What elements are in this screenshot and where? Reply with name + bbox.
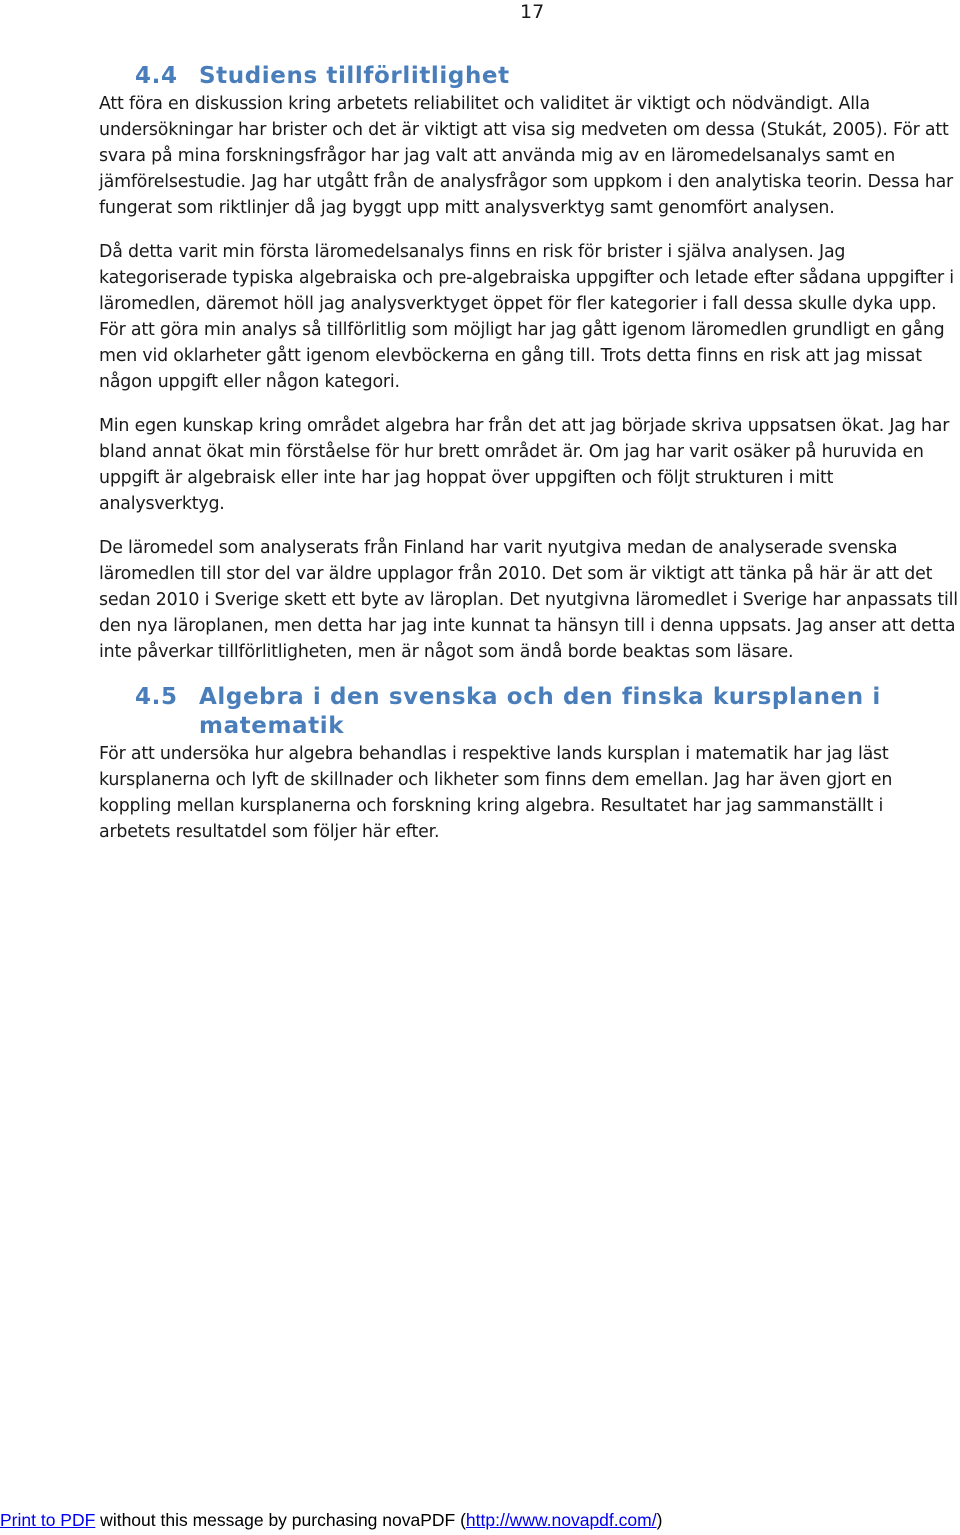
footer-end: ) [656,1510,663,1530]
page-number: 17 [520,1,545,23]
footer-text: without this message by purchasing novaPDF ( [95,1510,466,1530]
section-heading [99,683,959,741]
paragraph: Min egen kunskap kring området algebra har från det att jag började skriva uppsatsen ökat. Jag har bland annat ökat min förståelse för hur brett området är. Om jag har varit osäker på huruvida en uppgift är algebraisk eller inte har jag hoppat över uppgiften och följt strukturen i mitt analysverktyg. [99,416,950,514]
paragraph: Då detta varit min första läromedelsanalys finns en risk för brister i själva analysen. Jag kategoriserade typiska algebraiska och pre-algebraiska uppgifter och letade efter sådana uppgifter i läromedlen, däremot höll jag analysverktyget öppet för fler kategorier i fall dessa skulle dyka upp. För att göra min analys så tillförlitlig som möjligt har jag gått igenom läromedlen grundligt en gång men vid oklarheter gått igenom elevböckerna en gång till. Trots detta finns en risk att jag missat någon uppgift eller någon kategori. [99,242,954,392]
novapdf-url-link[interactable]: http://www.novapdf.com/ [465,1510,657,1530]
section-number: 4.4 [135,63,178,89]
paragraph: Att föra en diskussion kring arbetets reliabilitet och validitet är viktigt och nödvändigt. Alla undersökningar har brister och det är viktigt att visa sig medveten om dessa (Stukát, 2005). För att svara på mina forskningsfrågor har jag valt att använda mig av en läromedelsanalys samt en jämförelsestudie. Jag har utgått från de analysfrågor som uppkom i den analytiska teorin. Dessa har fungerat som riktlinjer då jag byggt upp mitt analysverktyg samt genomfört analysen. [99,94,953,218]
section-4-5 [99,683,959,845]
paragraph: De läromedel som analyserats från Finland har varit nyutgiva medan de analyserade svenska läromedlen till stor del var äldre upplagor från 2010. Det som är viktigt att tänka på här är att det sedan 2010 i Sverige skett ett byte av läroplan. Det nyutgivna läromedlet i Sverige har anpassats till den nya läroplanen, men detta har jag inte kunnat ta hänsyn till i denna uppsats. Jag anser att detta inte påverkar tillförlitligheten, men är något som ändå borde beaktas som läsare. [99,538,958,662]
section-title: Studiens tillförlitlighet [199,63,510,89]
print-footer [0,1508,662,1532]
section-title: Algebra i den svenska och den finska kursplanen i matematik [199,684,881,739]
paragraph: För att undersöka hur algebra behandlas i respektive lands kursplan i matematik har jag läst kursplanerna och lyft de skillnader och likheter som finns dem emellan. Jag har även gjort en koppling mellan kursplanerna och forskning kring algebra. Resultatet har jag sammanställt i arbetets resultatdel som följer här efter. [99,744,893,842]
section-number: 4.5 [135,684,178,710]
section-heading [99,62,959,91]
document-body [99,62,959,845]
print-to-pdf-link[interactable]: Print to PDF [0,1510,96,1530]
section-4-4 [99,62,959,665]
